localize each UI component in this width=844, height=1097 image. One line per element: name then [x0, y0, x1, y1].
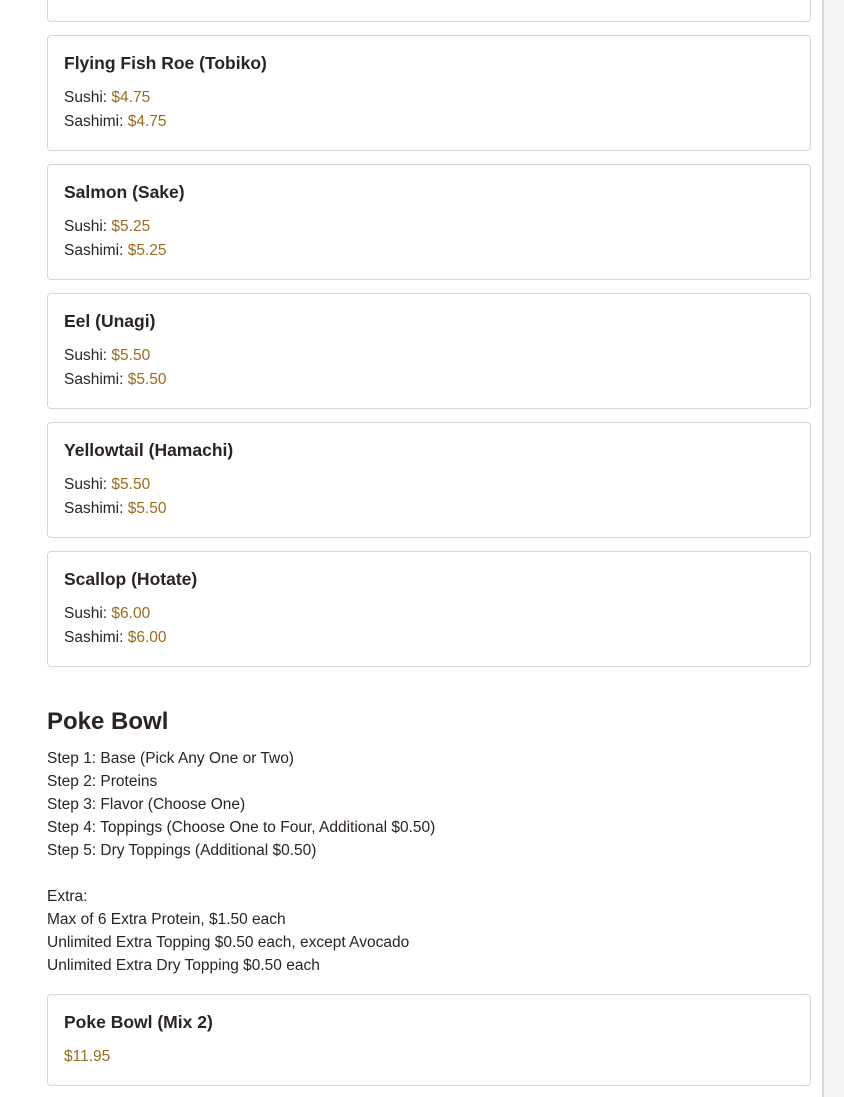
- sashimi-price-line: [64, 626, 794, 650]
- sushi-price-line: [64, 473, 794, 497]
- spacer: [47, 862, 811, 885]
- sashimi-price: $4.75: [127, 113, 167, 130]
- menu-item-name: Scallop (Hotate): [64, 569, 198, 589]
- sushi-price: $5.50: [111, 476, 151, 493]
- menu-item-name: Salmon (Sake): [64, 182, 185, 202]
- sashimi-price: $5.50: [127, 500, 167, 517]
- menu-item-card: [47, 35, 811, 151]
- sashimi-label: Sashimi:: [64, 113, 124, 130]
- extras-heading: Extra:: [47, 888, 88, 905]
- sushi-price: $5.50: [111, 347, 151, 364]
- section-title: Poke Bowl: [47, 708, 169, 735]
- sashimi-label: Sashimi:: [64, 242, 124, 259]
- poke-step: Step 1: Base (Pick Any One or Two): [47, 750, 294, 767]
- menu-item-name: Yellowtail (Hamachi): [64, 440, 234, 460]
- sushi-label: Sushi:: [64, 347, 108, 364]
- poke-item-price: $11.95: [64, 1048, 111, 1065]
- sushi-price-line: [64, 344, 794, 368]
- sushi-label: Sushi:: [64, 89, 108, 106]
- sushi-price-line: [64, 86, 794, 110]
- poke-step: Step 5: Dry Toppings (Additional $0.50): [47, 842, 317, 859]
- poke-step: Step 2: Proteins: [47, 773, 158, 790]
- sushi-price-line: [64, 215, 794, 239]
- extra-item: Unlimited Extra Topping $0.50 each, except Avocado: [47, 934, 410, 951]
- menu-item-card: [47, 164, 811, 280]
- sashimi-label: Sashimi:: [64, 371, 124, 388]
- menu-item-card-partial: [47, 0, 811, 22]
- sushi-price: $4.75: [111, 89, 151, 106]
- extra-item: Max of 6 Extra Protein, $1.50 each: [47, 911, 286, 928]
- menu-list: [47, 0, 811, 1097]
- sashimi-price: $5.50: [127, 371, 167, 388]
- menu-item-card: [47, 551, 811, 667]
- sushi-label: Sushi:: [64, 476, 108, 493]
- extra-item: Unlimited Extra Dry Topping $0.50 each: [47, 957, 320, 974]
- poke-item-name: Poke Bowl (Mix 2): [64, 1012, 213, 1032]
- sashimi-price-line: [64, 368, 794, 392]
- sushi-price: $6.00: [111, 605, 151, 622]
- sashimi-price: $5.25: [127, 242, 167, 259]
- menu-item-card: [47, 422, 811, 538]
- sushi-price-line: [64, 602, 794, 626]
- sashimi-price-line: [64, 110, 794, 134]
- sashimi-price-line: [64, 497, 794, 521]
- poke-steps: [47, 747, 811, 862]
- menu-item-name: Eel (Unagi): [64, 311, 156, 331]
- menu-item-card: [47, 293, 811, 409]
- sushi-label: Sushi:: [64, 218, 108, 235]
- poke-item-price-line: [64, 1045, 794, 1069]
- sashimi-price-line: [64, 239, 794, 263]
- poke-step: Step 3: Flavor (Choose One): [47, 796, 246, 813]
- poke-extras: [47, 885, 811, 977]
- sashimi-label: Sashimi:: [64, 500, 124, 517]
- poke-step: Step 4: Toppings (Choose One to Four, Additional $0.50): [47, 819, 436, 836]
- menu-item-name: Flying Fish Roe (Tobiko): [64, 53, 267, 73]
- sushi-label: Sushi:: [64, 605, 108, 622]
- sushi-price: $5.25: [111, 218, 151, 235]
- poke-item-card: [47, 994, 811, 1086]
- sashimi-label: Sashimi:: [64, 629, 124, 646]
- sashimi-price: $6.00: [127, 629, 167, 646]
